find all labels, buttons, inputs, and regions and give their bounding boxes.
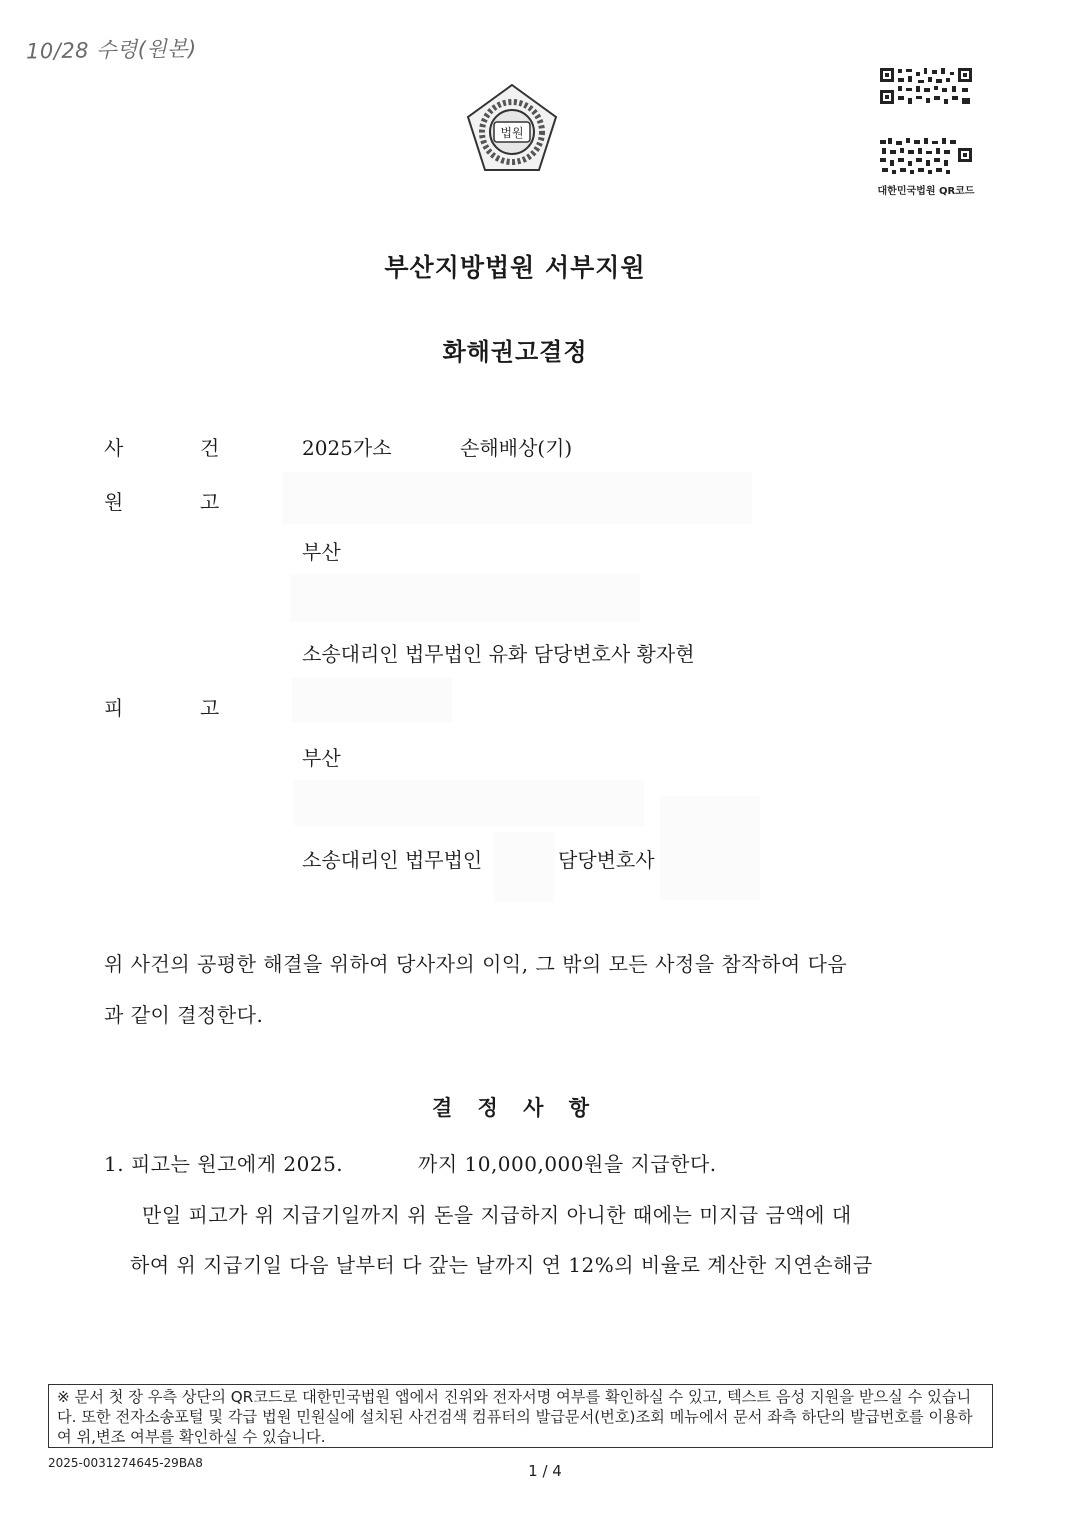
defendant-attorney-role: 담당변호사 (558, 848, 655, 872)
plaintiff-attorney: 소송대리인 법무법인 유화 담당변호사 황자현 (302, 642, 695, 666)
defendant-label-char1: 피 (104, 696, 124, 720)
court-emblem-icon (464, 82, 560, 174)
document-title: 화해권고결정 (442, 338, 588, 366)
issue-number: 2025-0031274645-29BA8 (48, 1456, 203, 1470)
redacted-area (290, 574, 640, 622)
plaintiff-label-char2: 고 (200, 490, 220, 514)
case-label-char2: 건 (200, 436, 220, 460)
qr-code-icon (878, 66, 974, 106)
case-number: 2025가소 (302, 436, 392, 460)
item1-line1-part2: 까지 10,000,000원을 지급한다. (418, 1152, 717, 1176)
qr-code-icon (878, 136, 974, 176)
qr-caption: 대한민국법원 QR코드 (877, 186, 975, 197)
defendant-attorney-firm: 소송대리인 법무법인 (302, 848, 483, 872)
item1-line1-part1: 1. 피고는 원고에게 2025. (104, 1152, 344, 1176)
intro-line-1: 위 사건의 공평한 해결을 위하여 당사자의 이익, 그 밖의 모든 사정을 참작하여 다음 (104, 952, 848, 976)
defendant-address: 부산 (302, 746, 341, 770)
verification-notice: ※ 문서 첫 장 우측 상단의 QR코드로 대한민국법원 앱에서 진위와 전자서명 여부를 확인하실 수 있고, 텍스트 음성 지원을 받으실 수 있습니다. 또한 전자소송포털 및 각급 법원 민원실에 설치된 사건검색 컴퓨터의 발급문서(번호)조회 메뉴에서 문서 좌측 하단의 발급번호를 이용하여 위,변조 여부를 확인하실 수 있습니다. (48, 1384, 993, 1448)
redacted-area (294, 780, 644, 826)
section-title: 결 정 사 항 (431, 1096, 599, 1120)
plaintiff-address: 부산 (302, 540, 341, 564)
emblem-text: 법원 (500, 126, 524, 140)
plaintiff-label-char1: 원 (104, 490, 124, 514)
case-label-char1: 사 (104, 436, 124, 460)
court-name: 부산지방법원 서부지원 (384, 253, 646, 282)
handwritten-note: 10/28 수령(원본) (25, 36, 197, 64)
redacted-area (660, 796, 760, 900)
redacted-area (494, 832, 554, 902)
item1-line2: 만일 피고가 위 지급기일까지 위 돈을 지급하지 아니한 때에는 미지급 금액에 대 (142, 1203, 852, 1227)
item1-line3: 하여 위 지급기일 다음 날부터 다 갚는 날까지 연 12%의 비율로 계산한 지연손해금 (130, 1253, 873, 1277)
redacted-area (292, 678, 452, 722)
case-name: 손해배상(기) (460, 436, 573, 460)
defendant-label-char2: 고 (200, 696, 220, 720)
redacted-area (282, 472, 752, 524)
page-number: 1 / 4 (528, 1462, 562, 1480)
intro-line-2: 과 같이 결정한다. (104, 1003, 264, 1027)
